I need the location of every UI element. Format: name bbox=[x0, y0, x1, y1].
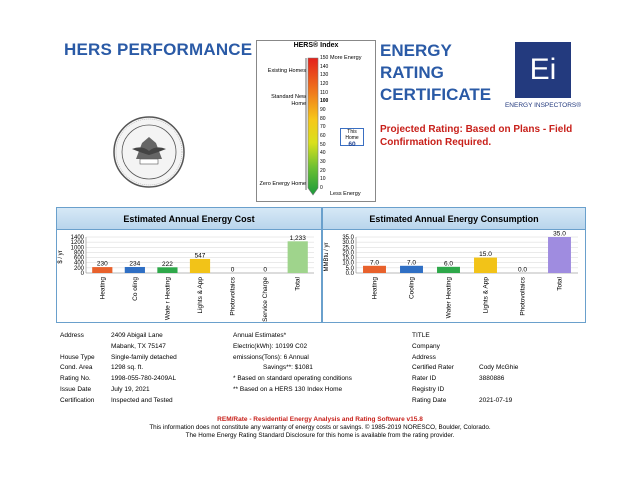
bar-heating bbox=[363, 266, 386, 273]
estimate-line: Savings**: $1081 bbox=[263, 364, 313, 372]
rater-value bbox=[479, 331, 518, 342]
bar-value-label: 0.0 bbox=[517, 266, 528, 274]
rater-label: Rater ID bbox=[412, 375, 437, 383]
detail-label: Address bbox=[60, 332, 84, 339]
estimate-footnote: ** Based on a HERS 130 Index Home bbox=[233, 385, 343, 393]
detail-label: Rating No. bbox=[60, 375, 91, 383]
rater-label: Registry ID bbox=[412, 385, 445, 393]
hers-tick-label: 50 bbox=[320, 141, 326, 148]
bar-value-label: 35.0 bbox=[553, 230, 566, 238]
detail-value: Inspected and Tested bbox=[111, 396, 173, 404]
y-axis-label: $ / yr bbox=[58, 250, 64, 264]
this-home-marker bbox=[340, 128, 364, 146]
less-energy-label: Less Energy bbox=[330, 191, 361, 197]
certificate-title-line-2: RATING bbox=[380, 63, 444, 82]
bar-value-label: 7.0 bbox=[406, 259, 417, 267]
hers-tick-label: 90 bbox=[320, 107, 326, 113]
detail-label: Cond. Area bbox=[60, 364, 93, 372]
bar-cooling bbox=[125, 267, 145, 273]
hers-tick-label: 140 bbox=[320, 63, 329, 70]
rater-labels bbox=[412, 331, 454, 407]
detail-label: Certification bbox=[60, 396, 95, 404]
bar-value-label: 15.0 bbox=[479, 251, 492, 259]
hers-tick-label: 20 bbox=[320, 167, 326, 174]
rater-label: Certified Rater bbox=[412, 364, 454, 372]
y-tick-label: 400 bbox=[73, 260, 84, 267]
rater-label: Address bbox=[412, 353, 436, 361]
y-tick-label: 30.0 bbox=[342, 240, 354, 247]
rater-label: TITLE bbox=[412, 332, 430, 339]
bar-value-label: 1,233 bbox=[289, 234, 306, 242]
rater-value: 3880886 bbox=[479, 375, 505, 383]
category-label: Total bbox=[556, 277, 564, 291]
y-tick-label: 0.0 bbox=[345, 271, 354, 277]
warranty-disclaimer: This information does not constitute any warranty of energy costs or savings. © 1985-2019 NORESCO, Boulder, Colorado. bbox=[149, 424, 491, 431]
bar-value-label: 0 bbox=[230, 266, 235, 274]
disclosure-note: The Home Energy Rating Standard Disclosure for this home is available from the rating provider. bbox=[185, 432, 455, 439]
detail-value: 2409 Abigail Lane bbox=[111, 332, 163, 339]
bar-lights-app bbox=[190, 259, 210, 273]
category-label: Total bbox=[294, 277, 302, 291]
detail-value: Single-family detached bbox=[111, 353, 177, 361]
hers-tick-label: 80 bbox=[320, 115, 326, 122]
category-label: Cooling bbox=[408, 277, 416, 300]
y-tick-label: 25.0 bbox=[342, 245, 354, 252]
more-energy-label: More Energy bbox=[330, 55, 362, 61]
logo-caption: ENERGY INSPECTORS® bbox=[504, 102, 582, 109]
energy-consumption-chart bbox=[322, 229, 586, 323]
hers-tick-label: 60 bbox=[320, 133, 326, 139]
bar-heating bbox=[92, 267, 112, 273]
hers-performance-title: HERS PERFORMANCE bbox=[64, 40, 253, 59]
energy-consumption-title: Estimated Annual Energy Consumption bbox=[323, 208, 585, 230]
rater-value bbox=[479, 353, 518, 364]
y-tick-label: 800 bbox=[73, 250, 84, 257]
bar-total bbox=[548, 237, 571, 273]
home-details-labels bbox=[60, 331, 95, 407]
hers-index-title: HERS® Index bbox=[293, 42, 339, 49]
category-label: Photovoltaics bbox=[519, 277, 527, 316]
hers-tick-label: 100 bbox=[320, 98, 329, 105]
hers-tick-label: 120 bbox=[320, 81, 329, 87]
estimate-line: Electric(kWh): 10199 C02 bbox=[233, 342, 308, 350]
category-label: Wate r Heating bbox=[164, 277, 172, 321]
certificate-title-line-1: ENERGY bbox=[380, 41, 452, 60]
detail-label: House Type bbox=[60, 353, 95, 361]
rater-value bbox=[479, 342, 518, 353]
estimate-line: Annual Estimates* bbox=[233, 332, 287, 339]
bar-value-label: 6.0 bbox=[443, 260, 454, 268]
y-tick-label: 600 bbox=[73, 255, 84, 262]
bar-total bbox=[288, 241, 308, 273]
bar-value-label: 234 bbox=[129, 260, 141, 268]
projected-rating-note: Projected Rating: Based on Plans - Field Confirmation Required. bbox=[380, 124, 573, 148]
hers-tick-label: 40 bbox=[320, 150, 326, 157]
y-tick-label: 15.0 bbox=[342, 255, 354, 262]
hers-tick-label: 30 bbox=[320, 159, 326, 165]
y-tick-label: 1200 bbox=[70, 240, 84, 247]
detail-value: July 19, 2021 bbox=[111, 385, 150, 393]
bar-value-label: 547 bbox=[194, 252, 206, 260]
hers-tick-label: 110 bbox=[320, 89, 328, 96]
bar-value-label: 222 bbox=[161, 260, 173, 268]
category-label: Co oling bbox=[131, 277, 139, 301]
annual-estimates bbox=[233, 331, 352, 396]
y-tick-label: 5.0 bbox=[345, 265, 354, 272]
hers-tick-label: 150 bbox=[320, 55, 329, 61]
bar-value-label: 230 bbox=[96, 260, 108, 268]
y-tick-label: 10.0 bbox=[342, 260, 354, 267]
category-label: Lights & App bbox=[197, 277, 204, 314]
rater-value bbox=[479, 385, 518, 396]
hers-gauge bbox=[256, 40, 376, 202]
bar-value-label: 7.0 bbox=[369, 259, 380, 267]
certificate-title bbox=[380, 40, 491, 106]
certificate-title-line-3: CERTIFICATE bbox=[380, 85, 492, 104]
home-details-values bbox=[111, 331, 177, 407]
category-label: Service Charge bbox=[262, 277, 270, 322]
bar-water-heating bbox=[157, 267, 177, 273]
this-home-label: This Home bbox=[345, 129, 359, 141]
detail-value: 1298 sq. ft. bbox=[111, 364, 144, 372]
category-label: Heating bbox=[371, 277, 379, 300]
detail-value: Mabank, TX 75147 bbox=[111, 342, 166, 350]
y-axis-label: MMBtu / yr bbox=[324, 242, 330, 272]
category-label: Heating bbox=[99, 277, 107, 300]
rater-values bbox=[479, 331, 518, 407]
estimate-footnote: * Based on standard operating conditions bbox=[233, 375, 352, 383]
hers-reference-label: Standard New Home bbox=[271, 94, 306, 108]
rater-value: 2021-07-19 bbox=[479, 396, 513, 404]
estimate-line: emissions(Tons): 6 Annual bbox=[233, 353, 309, 361]
software-credit: REM/Rate - Residential Energy Analysis and Rating Software v15.8 bbox=[217, 416, 423, 423]
rater-label: Rating Date bbox=[412, 396, 447, 404]
detail-label: Issue Date bbox=[60, 385, 92, 393]
category-label: Water Heating bbox=[445, 277, 453, 319]
accreditation-seal bbox=[112, 115, 186, 189]
y-tick-label: 200 bbox=[73, 265, 84, 272]
bar-value-label: 0 bbox=[263, 266, 267, 274]
detail-label bbox=[60, 342, 95, 353]
bar-lights-app bbox=[474, 258, 497, 273]
y-tick-label: 20.0 bbox=[342, 250, 354, 257]
energy-inspectors-logo: Ei bbox=[515, 42, 571, 98]
hers-reference-label: Zero Energy Home bbox=[259, 181, 306, 187]
rater-value: Cody McGhie bbox=[479, 364, 519, 372]
hers-tick-label: 0 bbox=[320, 185, 323, 191]
y-tick-label: 35.0 bbox=[342, 235, 354, 241]
hers-tick-label: 130 bbox=[320, 72, 329, 79]
hers-tick-label: 70 bbox=[320, 124, 326, 131]
hers-tick-label: 10 bbox=[320, 176, 326, 183]
this-home-value: 60 bbox=[348, 141, 356, 148]
y-tick-label: 1400 bbox=[70, 235, 84, 241]
bar-water-heating bbox=[437, 267, 460, 273]
detail-value: 1998-055-780-2409AL bbox=[111, 375, 177, 383]
energy-cost-chart bbox=[56, 229, 322, 323]
rater-label: Company bbox=[412, 342, 440, 350]
energy-cost-title: Estimated Annual Energy Cost bbox=[57, 208, 321, 230]
bar-cooling bbox=[400, 266, 423, 273]
hers-reference-label: Existing Homes bbox=[267, 68, 306, 75]
category-label: Lights & App bbox=[482, 277, 490, 314]
y-tick-label: 0 bbox=[80, 271, 84, 277]
category-label: Photovoltaics bbox=[229, 277, 237, 316]
y-tick-label: 1000 bbox=[70, 245, 84, 252]
